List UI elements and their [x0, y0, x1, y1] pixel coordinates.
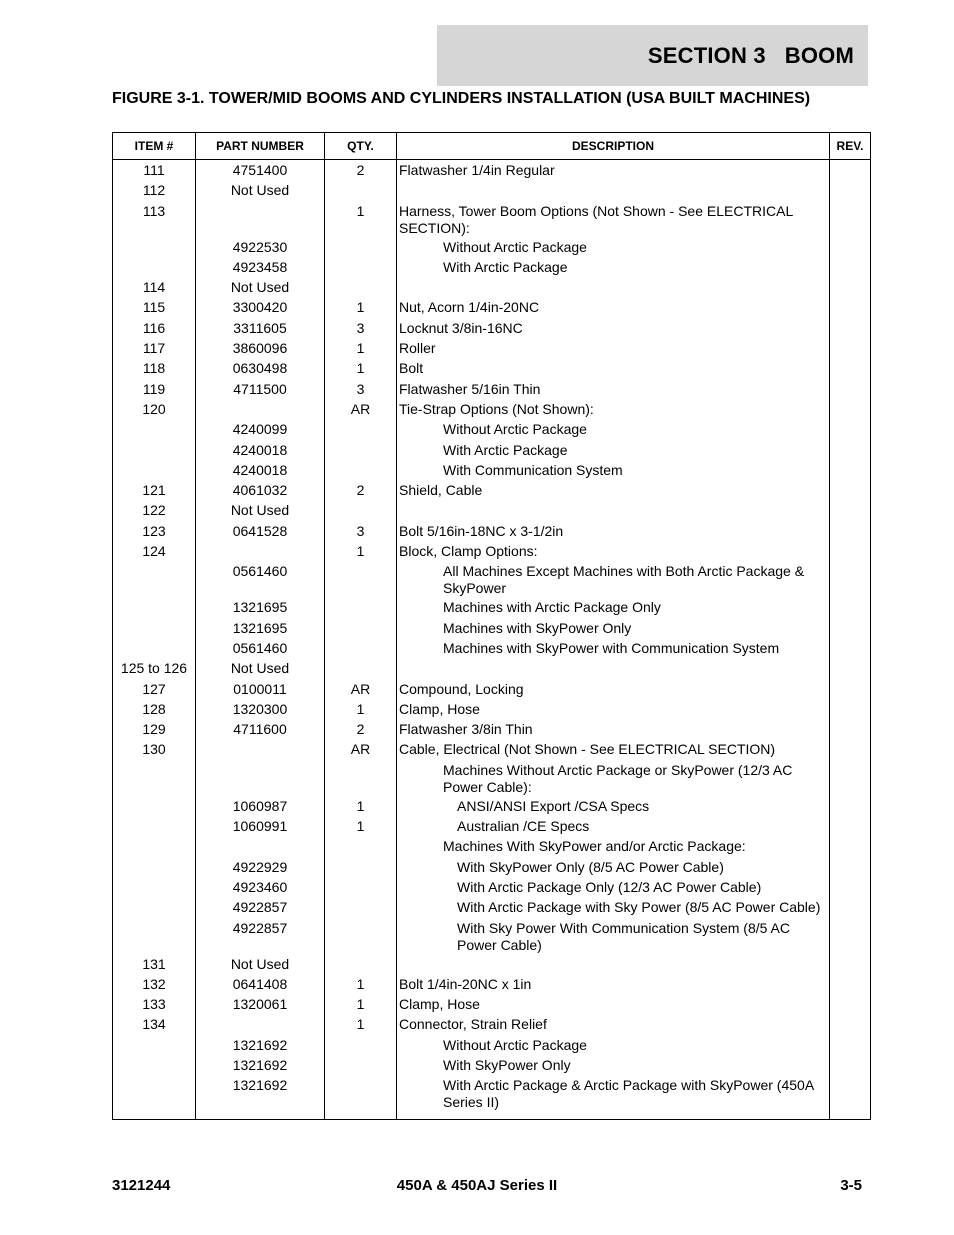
part-number-cell: 3860096 — [196, 339, 325, 359]
item-number-cell: 125 to 126 — [113, 659, 196, 679]
quantity-cell — [325, 1076, 397, 1120]
table-row — [113, 1056, 871, 1076]
item-number-cell: 128 — [113, 700, 196, 720]
column-header-rev: REV. — [830, 133, 871, 160]
table-row — [113, 481, 871, 501]
quantity-cell — [325, 639, 397, 659]
rev-cell — [830, 562, 871, 598]
description-cell — [397, 181, 830, 201]
quantity-cell: 1 — [325, 298, 397, 318]
description-cell: Without Arctic Package — [397, 1036, 830, 1056]
description-cell: Flatwasher 5/16in Thin — [397, 380, 830, 400]
item-number-cell — [113, 1036, 196, 1056]
quantity-cell: 1 — [325, 700, 397, 720]
table-row — [113, 659, 871, 679]
item-number-cell: 127 — [113, 680, 196, 700]
description-cell: With Arctic Package & Arctic Package with SkyPower (450A Series II) — [397, 1076, 830, 1120]
table-row — [113, 562, 871, 598]
rev-cell — [830, 975, 871, 995]
table-row — [113, 400, 871, 420]
quantity-cell — [325, 1036, 397, 1056]
description-cell: Block, Clamp Options: — [397, 542, 830, 562]
description-cell: Clamp, Hose — [397, 700, 830, 720]
table-row — [113, 258, 871, 278]
quantity-cell — [325, 181, 397, 201]
table-row — [113, 700, 871, 720]
item-number-cell: 124 — [113, 542, 196, 562]
table-row — [113, 619, 871, 639]
rev-cell — [830, 181, 871, 201]
table-row — [113, 441, 871, 461]
part-number-cell — [196, 761, 325, 797]
quantity-cell: 3 — [325, 522, 397, 542]
rev-cell — [830, 359, 871, 379]
description-cell: Bolt — [397, 359, 830, 379]
section-title: SECTION 3 BOOM — [647, 42, 854, 68]
item-number-cell: 117 — [113, 339, 196, 359]
description-cell: With Arctic Package — [397, 441, 830, 461]
item-number-cell: 132 — [113, 975, 196, 995]
table-row — [113, 598, 871, 618]
item-number-cell — [113, 817, 196, 837]
rev-cell — [830, 898, 871, 918]
quantity-cell: 1 — [325, 1015, 397, 1035]
rev-cell — [830, 837, 871, 857]
description-cell: With Communication System — [397, 461, 830, 481]
rev-cell — [830, 238, 871, 258]
rev-cell — [830, 160, 871, 182]
rev-cell — [830, 400, 871, 420]
description-cell: Without Arctic Package — [397, 420, 830, 440]
quantity-cell — [325, 278, 397, 298]
rev-cell — [830, 598, 871, 618]
footer-page-number: 3-5 — [840, 1177, 862, 1194]
rev-cell — [830, 319, 871, 339]
item-number-cell — [113, 878, 196, 898]
table-row — [113, 761, 871, 797]
item-number-cell: 120 — [113, 400, 196, 420]
table-row — [113, 181, 871, 201]
description-cell: Machines with SkyPower with Communication System — [397, 639, 830, 659]
item-number-cell: 122 — [113, 501, 196, 521]
rev-cell — [830, 258, 871, 278]
quantity-cell — [325, 238, 397, 258]
item-number-cell — [113, 562, 196, 598]
table-row — [113, 995, 871, 1015]
rev-cell — [830, 522, 871, 542]
table-row — [113, 202, 871, 238]
part-number-cell: 0630498 — [196, 359, 325, 379]
description-cell: Roller — [397, 339, 830, 359]
quantity-cell — [325, 420, 397, 440]
part-number-cell: 3300420 — [196, 298, 325, 318]
part-number-cell: 1320300 — [196, 700, 325, 720]
quantity-cell: AR — [325, 740, 397, 760]
table-row — [113, 797, 871, 817]
item-number-cell: 121 — [113, 481, 196, 501]
table-row — [113, 461, 871, 481]
table-row — [113, 359, 871, 379]
description-cell: Shield, Cable — [397, 481, 830, 501]
rev-cell — [830, 481, 871, 501]
item-number-cell: 134 — [113, 1015, 196, 1035]
rev-cell — [830, 1076, 871, 1120]
table-row — [113, 420, 871, 440]
description-cell: Bolt 1/4in-20NC x 1in — [397, 975, 830, 995]
description-cell: Clamp, Hose — [397, 995, 830, 1015]
part-number-cell: 4923458 — [196, 258, 325, 278]
part-number-cell: 4922929 — [196, 858, 325, 878]
column-header-item: ITEM # — [113, 133, 196, 160]
rev-cell — [830, 441, 871, 461]
description-cell: With SkyPower Only (8/5 AC Power Cable) — [397, 858, 830, 878]
part-number-cell: 4751400 — [196, 160, 325, 182]
column-header-qty: QTY. — [325, 133, 397, 160]
description-cell: Australian /CE Specs — [397, 817, 830, 837]
quantity-cell: AR — [325, 400, 397, 420]
part-number-cell: 3311605 — [196, 319, 325, 339]
part-number-cell: 4240099 — [196, 420, 325, 440]
part-number-cell — [196, 400, 325, 420]
description-cell — [397, 955, 830, 975]
rev-cell — [830, 1015, 871, 1035]
description-cell: With Arctic Package with Sky Power (8/5 AC Power Cable) — [397, 898, 830, 918]
part-number-cell: 4922530 — [196, 238, 325, 258]
quantity-cell: 2 — [325, 160, 397, 182]
item-number-cell: 119 — [113, 380, 196, 400]
part-number-cell: 1321692 — [196, 1076, 325, 1120]
quantity-cell — [325, 955, 397, 975]
table-row — [113, 522, 871, 542]
item-number-cell — [113, 1076, 196, 1120]
rev-cell — [830, 619, 871, 639]
part-number-cell: 0100011 — [196, 680, 325, 700]
part-number-cell: 0641528 — [196, 522, 325, 542]
part-number-cell: 4061032 — [196, 481, 325, 501]
quantity-cell: 2 — [325, 481, 397, 501]
rev-cell — [830, 858, 871, 878]
item-number-cell: 129 — [113, 720, 196, 740]
rev-cell — [830, 955, 871, 975]
description-cell: Flatwasher 3/8in Thin — [397, 720, 830, 740]
item-number-cell — [113, 1056, 196, 1076]
quantity-cell: AR — [325, 680, 397, 700]
quantity-cell — [325, 501, 397, 521]
rev-cell — [830, 420, 871, 440]
item-number-cell — [113, 461, 196, 481]
table-row — [113, 878, 871, 898]
item-number-cell — [113, 837, 196, 857]
table-row — [113, 639, 871, 659]
part-number-cell: 4240018 — [196, 441, 325, 461]
rev-cell — [830, 461, 871, 481]
quantity-cell — [325, 619, 397, 639]
description-cell: Flatwasher 1/4in Regular — [397, 160, 830, 182]
table-row — [113, 160, 871, 182]
description-cell: Bolt 5/16in-18NC x 3-1/2in — [397, 522, 830, 542]
part-number-cell: 0561460 — [196, 639, 325, 659]
item-number-cell — [113, 858, 196, 878]
quantity-cell: 1 — [325, 995, 397, 1015]
rev-cell — [830, 680, 871, 700]
item-number-cell: 130 — [113, 740, 196, 760]
description-cell: With SkyPower Only — [397, 1056, 830, 1076]
quantity-cell: 1 — [325, 797, 397, 817]
quantity-cell — [325, 598, 397, 618]
figure-title: FIGURE 3-1. TOWER/MID BOOMS AND CYLINDERS INSTALLATION (USA BUILT MACHINES) — [112, 90, 811, 107]
part-number-cell: 1320061 — [196, 995, 325, 1015]
part-number-cell: 4922857 — [196, 919, 325, 955]
part-number-cell: 1321695 — [196, 598, 325, 618]
item-number-cell — [113, 919, 196, 955]
description-cell: All Machines Except Machines with Both Arctic Package & SkyPower — [397, 562, 830, 598]
quantity-cell — [325, 858, 397, 878]
item-number-cell — [113, 258, 196, 278]
item-number-cell — [113, 797, 196, 817]
table-row — [113, 837, 871, 857]
item-number-cell — [113, 420, 196, 440]
rev-cell — [830, 1036, 871, 1056]
description-cell: Compound, Locking — [397, 680, 830, 700]
item-number-cell: 113 — [113, 202, 196, 238]
part-number-cell: 4711600 — [196, 720, 325, 740]
table-row — [113, 380, 871, 400]
table-row — [113, 720, 871, 740]
rev-cell — [830, 298, 871, 318]
part-number-cell: Not Used — [196, 955, 325, 975]
section-header-box — [437, 25, 868, 86]
item-number-cell — [113, 598, 196, 618]
description-cell — [397, 278, 830, 298]
table-row — [113, 817, 871, 837]
table-row — [113, 680, 871, 700]
item-number-cell — [113, 898, 196, 918]
part-number-cell — [196, 202, 325, 238]
quantity-cell: 1 — [325, 359, 397, 379]
rev-cell — [830, 501, 871, 521]
quantity-cell — [325, 441, 397, 461]
description-cell: Machines Without Arctic Package or SkyPower (12/3 AC Power Cable): — [397, 761, 830, 797]
table-row — [113, 898, 871, 918]
part-number-cell: Not Used — [196, 181, 325, 201]
item-number-cell: 115 — [113, 298, 196, 318]
part-number-cell: 4711500 — [196, 380, 325, 400]
rev-cell — [830, 817, 871, 837]
part-number-cell: 4240018 — [196, 461, 325, 481]
item-number-cell: 116 — [113, 319, 196, 339]
quantity-cell — [325, 461, 397, 481]
description-cell: Locknut 3/8in-16NC — [397, 319, 830, 339]
description-cell: Machines with SkyPower Only — [397, 619, 830, 639]
description-cell: Machines With SkyPower and/or Arctic Package: — [397, 837, 830, 857]
quantity-cell: 3 — [325, 380, 397, 400]
table-row — [113, 1015, 871, 1035]
description-cell: Nut, Acorn 1/4in-20NC — [397, 298, 830, 318]
item-number-cell: 114 — [113, 278, 196, 298]
parts-table-body — [113, 160, 871, 1120]
table-row — [113, 1076, 871, 1120]
quantity-cell: 1 — [325, 817, 397, 837]
table-row — [113, 298, 871, 318]
description-cell: With Arctic Package Only (12/3 AC Power Cable) — [397, 878, 830, 898]
part-number-cell: Not Used — [196, 501, 325, 521]
description-cell: With Arctic Package — [397, 258, 830, 278]
part-number-cell: Not Used — [196, 278, 325, 298]
rev-cell — [830, 380, 871, 400]
table-row — [113, 542, 871, 562]
rev-cell — [830, 202, 871, 238]
quantity-cell — [325, 562, 397, 598]
quantity-cell: 1 — [325, 339, 397, 359]
quantity-cell — [325, 761, 397, 797]
item-number-cell — [113, 639, 196, 659]
part-number-cell — [196, 740, 325, 760]
item-number-cell: 133 — [113, 995, 196, 1015]
part-number-cell: 1321695 — [196, 619, 325, 639]
table-row — [113, 740, 871, 760]
part-number-cell: 0641408 — [196, 975, 325, 995]
description-cell: ANSI/ANSI Export /CSA Specs — [397, 797, 830, 817]
column-header-part-number: PART NUMBER — [196, 133, 325, 160]
footer-doc-number: 3121244 — [112, 1177, 171, 1194]
quantity-cell: 3 — [325, 319, 397, 339]
item-number-cell: 118 — [113, 359, 196, 379]
parts-table — [112, 132, 871, 1120]
quantity-cell — [325, 898, 397, 918]
rev-cell — [830, 797, 871, 817]
table-row — [113, 1036, 871, 1056]
item-number-cell — [113, 238, 196, 258]
part-number-cell: 1060991 — [196, 817, 325, 837]
quantity-cell — [325, 837, 397, 857]
table-row — [113, 501, 871, 521]
column-header-description: DESCRIPTION — [397, 133, 830, 160]
description-cell: Harness, Tower Boom Options (Not Shown - See ELECTRICAL SECTION): — [397, 202, 830, 238]
item-number-cell: 131 — [113, 955, 196, 975]
part-number-cell: Not Used — [196, 659, 325, 679]
quantity-cell: 1 — [325, 975, 397, 995]
table-row — [113, 858, 871, 878]
table-row — [113, 955, 871, 975]
rev-cell — [830, 720, 871, 740]
rev-cell — [830, 878, 871, 898]
description-cell: Machines with Arctic Package Only — [397, 598, 830, 618]
rev-cell — [830, 339, 871, 359]
footer-model: 450A & 450AJ Series II — [396, 1177, 558, 1194]
item-number-cell: 111 — [113, 160, 196, 182]
quantity-cell: 2 — [325, 720, 397, 740]
rev-cell — [830, 542, 871, 562]
quantity-cell: 1 — [325, 542, 397, 562]
table-row — [113, 238, 871, 258]
table-row — [113, 339, 871, 359]
item-number-cell: 123 — [113, 522, 196, 542]
part-number-cell: 4922857 — [196, 898, 325, 918]
rev-cell — [830, 740, 871, 760]
item-number-cell — [113, 441, 196, 461]
description-cell: With Sky Power With Communication System (8/5 AC Power Cable) — [397, 919, 830, 955]
rev-cell — [830, 919, 871, 955]
part-number-cell — [196, 837, 325, 857]
rev-cell — [830, 1056, 871, 1076]
rev-cell — [830, 659, 871, 679]
table-row — [113, 278, 871, 298]
table-row — [113, 975, 871, 995]
quantity-cell: 1 — [325, 202, 397, 238]
description-cell — [397, 501, 830, 521]
part-number-cell — [196, 542, 325, 562]
description-cell: Connector, Strain Relief — [397, 1015, 830, 1035]
quantity-cell — [325, 659, 397, 679]
rev-cell — [830, 700, 871, 720]
description-cell: Cable, Electrical (Not Shown - See ELECTRICAL SECTION) — [397, 740, 830, 760]
table-row — [113, 319, 871, 339]
item-number-cell — [113, 761, 196, 797]
rev-cell — [830, 278, 871, 298]
description-cell: Without Arctic Package — [397, 238, 830, 258]
rev-cell — [830, 639, 871, 659]
description-cell: Tie-Strap Options (Not Shown): — [397, 400, 830, 420]
part-number-cell — [196, 1015, 325, 1035]
part-number-cell: 1321692 — [196, 1036, 325, 1056]
part-number-cell: 0561460 — [196, 562, 325, 598]
description-cell — [397, 659, 830, 679]
rev-cell — [830, 761, 871, 797]
part-number-cell: 1060987 — [196, 797, 325, 817]
table-row — [113, 919, 871, 955]
part-number-cell: 4923460 — [196, 878, 325, 898]
quantity-cell — [325, 878, 397, 898]
quantity-cell — [325, 258, 397, 278]
table-header-row — [113, 133, 871, 160]
item-number-cell — [113, 619, 196, 639]
part-number-cell: 1321692 — [196, 1056, 325, 1076]
quantity-cell — [325, 919, 397, 955]
item-number-cell: 112 — [113, 181, 196, 201]
rev-cell — [830, 995, 871, 1015]
quantity-cell — [325, 1056, 397, 1076]
